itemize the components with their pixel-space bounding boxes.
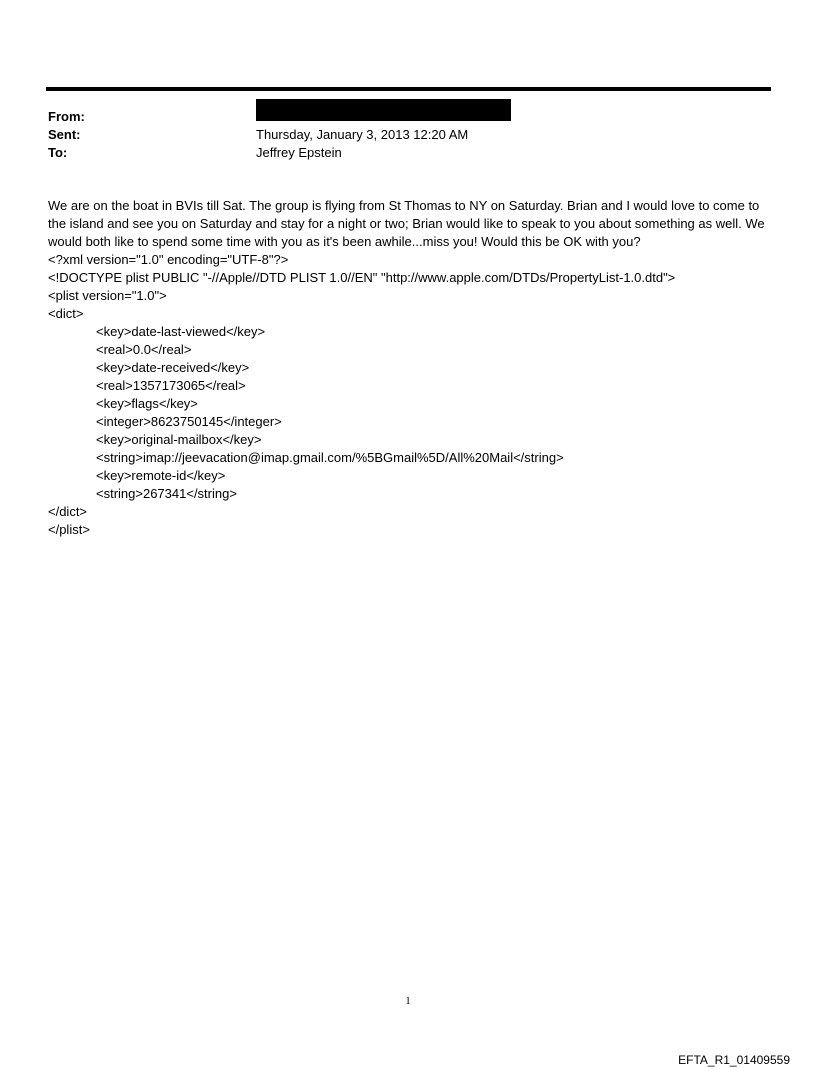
redacted-sender: [256, 99, 511, 121]
header-rule: [46, 87, 771, 91]
sent-label: Sent:: [48, 127, 81, 142]
dict-line: <key>remote-id</key>: [96, 468, 226, 483]
dict-line: <key>original-mailbox</key>: [96, 432, 262, 447]
dict-line: <key>flags</key>: [96, 396, 198, 411]
dict-line: <key>date-received</key>: [96, 360, 250, 375]
dict-open: <dict>: [48, 306, 84, 321]
dict-line: <real>1357173065</real>: [96, 378, 246, 393]
dict-line: <key>date-last-viewed</key>: [96, 324, 266, 339]
to-value: Jeffrey Epstein: [256, 145, 342, 160]
from-label: From:: [48, 109, 85, 124]
dict-line: <string>267341</string>: [96, 486, 237, 501]
doctype-line: <!DOCTYPE plist PUBLIC "-//Apple//DTD PLIST 1.0//EN" "http://www.apple.com/DTDs/PropertyList-1.0.dtd">: [48, 270, 676, 285]
dict-line: <string>imap://jeevacation@imap.gmail.com/%5BGmail%5D/All%20Mail</string>: [96, 450, 564, 465]
message-body: [48, 197, 778, 539]
dict-line: <real>0.0</real>: [96, 342, 192, 357]
to-label: To:: [48, 145, 68, 160]
dict-line: <integer>8623750145</integer>: [96, 414, 282, 429]
plist-close: </plist>: [48, 522, 90, 537]
page-number: 1: [405, 995, 411, 1007]
dict-close: </dict>: [48, 504, 88, 519]
bates-number: EFTA_R1_01409559: [678, 1053, 790, 1067]
xml-declaration: <?xml version="1.0" encoding="UTF-8"?>: [48, 252, 289, 267]
plist-open: <plist version="1.0">: [48, 288, 167, 303]
message-paragraph: We are on the boat in BVIs till Sat. The group is flying from St Thomas to NY on Saturday. Brian and I would love to come to the island and see you on Saturday and stay for a night or two; Brian would like to speak to you about something as well. We would both like to spend some time with you as it's been awhile...miss you! Would this be OK with you?: [48, 198, 765, 249]
sent-value: Thursday, January 3, 2013 12:20 AM: [256, 127, 469, 142]
